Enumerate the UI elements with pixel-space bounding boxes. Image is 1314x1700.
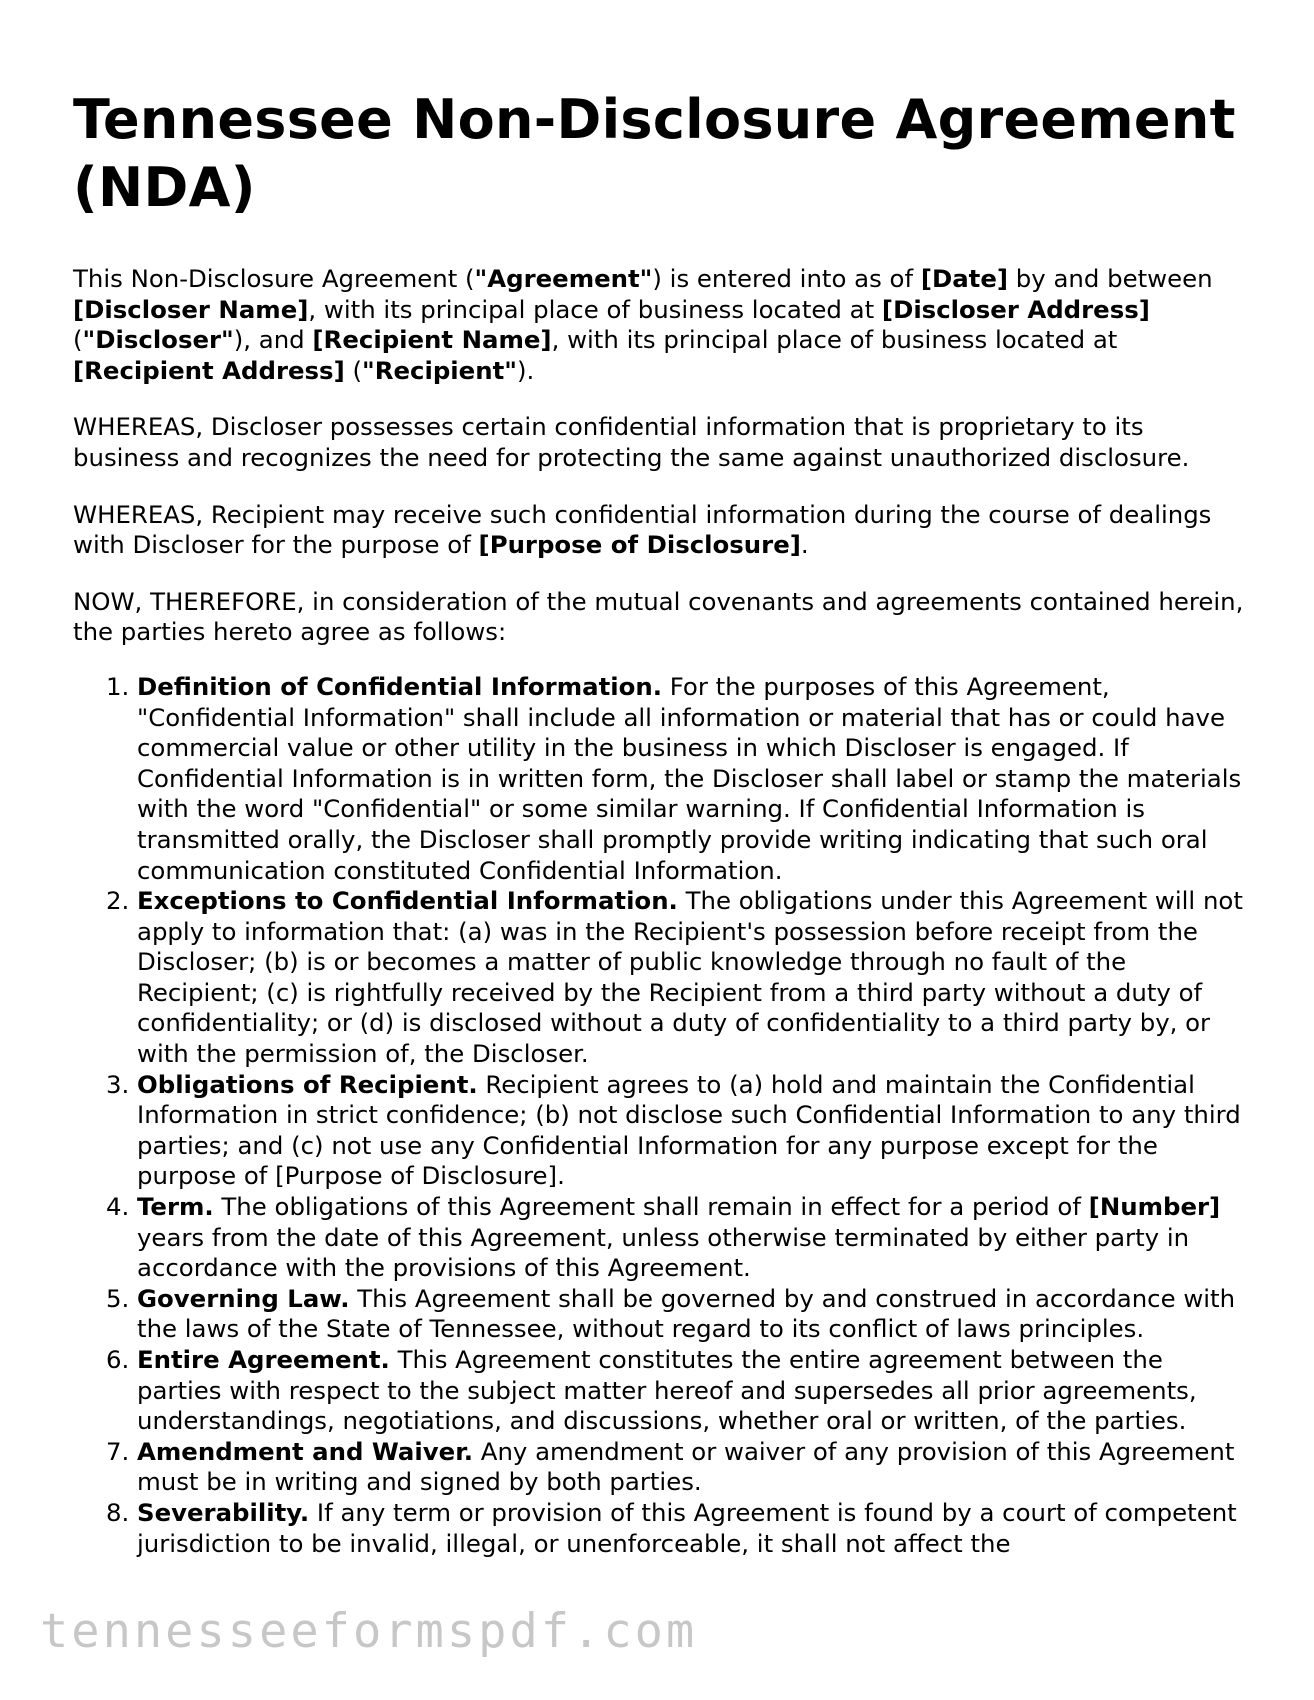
clause-exceptions: 2. Exceptions to Confidential Information. The obligations under this Agreement will not apply to information that: (a) was in the Recipient's possession before receipt from the Discloser; (b) is or becomes a matter of public knowledge through no fault of the Recipient; (c) is rightfully received by the Recipient from a third party without a duty of confidentiality; or (d) is disclosed without a duty of confidentiality to a third party by, or with the permission of, the Discloser. (137, 886, 1253, 1070)
clause-governing-law: 5. Governing Law. This Agreement shall be governed by and construed in accordance with the laws of the State of Tennessee, without regard to its conflict of laws principles. (137, 1284, 1253, 1345)
clause-amendment-waiver: 7. Amendment and Waiver. Any amendment or waiver of any provision of this Agreement must be in writing and signed by both parties. (137, 1437, 1253, 1498)
now-therefore-paragraph: NOW, THEREFORE, in consideration of the mutual covenants and agreements contained herein, the parties hereto agree as follows: (73, 586, 1244, 647)
watermark-text: tennesseeformspdf.com (40, 1604, 698, 1659)
clause-list (73, 672, 1253, 1559)
clause-entire-agreement: 6. Entire Agreement. This Agreement constitutes the entire agreement between the parties with respect to the subject matter hereof and supersedes all prior agreements, understandings, negotiations, and discussions, whether oral or written, of the parties. (137, 1345, 1253, 1437)
whereas-paragraph-2: WHEREAS, Recipient may receive such confidential information during the course of dealings with Discloser for the purpose of [Purpose of Disclosure]. (73, 499, 1212, 560)
document-page (73, 86, 1253, 1559)
clause-severability: 8. Severability. If any term or provision of this Agreement is found by a court of competent jurisdiction to be invalid, illegal, or unenforceable, it shall not affect the (137, 1498, 1253, 1559)
whereas-paragraph-1: WHEREAS, Discloser possesses certain confidential information that is proprietary to its business and recognizes the need for protecting the same against unauthorized disclosure. (73, 412, 1190, 472)
clause-obligations: 3. Obligations of Recipient. Recipient agrees to (a) hold and maintain the Confidential Information in strict confidence; (b) not disclose such Confidential Information to any third parties; and (c) not use any Confidential Information for any purpose except for the purpose of [Purpose of Disclosure]. (137, 1070, 1253, 1192)
intro-paragraph: This Non-Disclosure Agreement ("Agreement") is entered into as of [Date] by and between [Discloser Name], with its principal place of business located at [Discloser Address] ("Discloser"), and [Recipient Name], with its principal place of business located at [Recipient Address] ("Recipient"). (73, 264, 1213, 385)
document-title: Tennessee Non-Disclosure Agreement (NDA) (73, 88, 1236, 219)
clause-definition: 1. Definition of Confidential Information. For the purposes of this Agreement, "Confidential Information" shall include all information or material that has or could have commercial value or other utility in the business in which Discloser is engaged. If Confidential Information is in written form, the Discloser shall label or stamp the materials with the word "Confidential" or some similar warning. If Confidential Information is transmitted orally, the Discloser shall promptly provide writing indicating that such oral communication constituted Confidential Information. (137, 672, 1253, 886)
clause-term: 4. Term. The obligations of this Agreement shall remain in effect for a period of [Number] years from the date of this Agreement, unless otherwise terminated by either party in accordance with the provisions of this Agreement. (137, 1192, 1253, 1284)
